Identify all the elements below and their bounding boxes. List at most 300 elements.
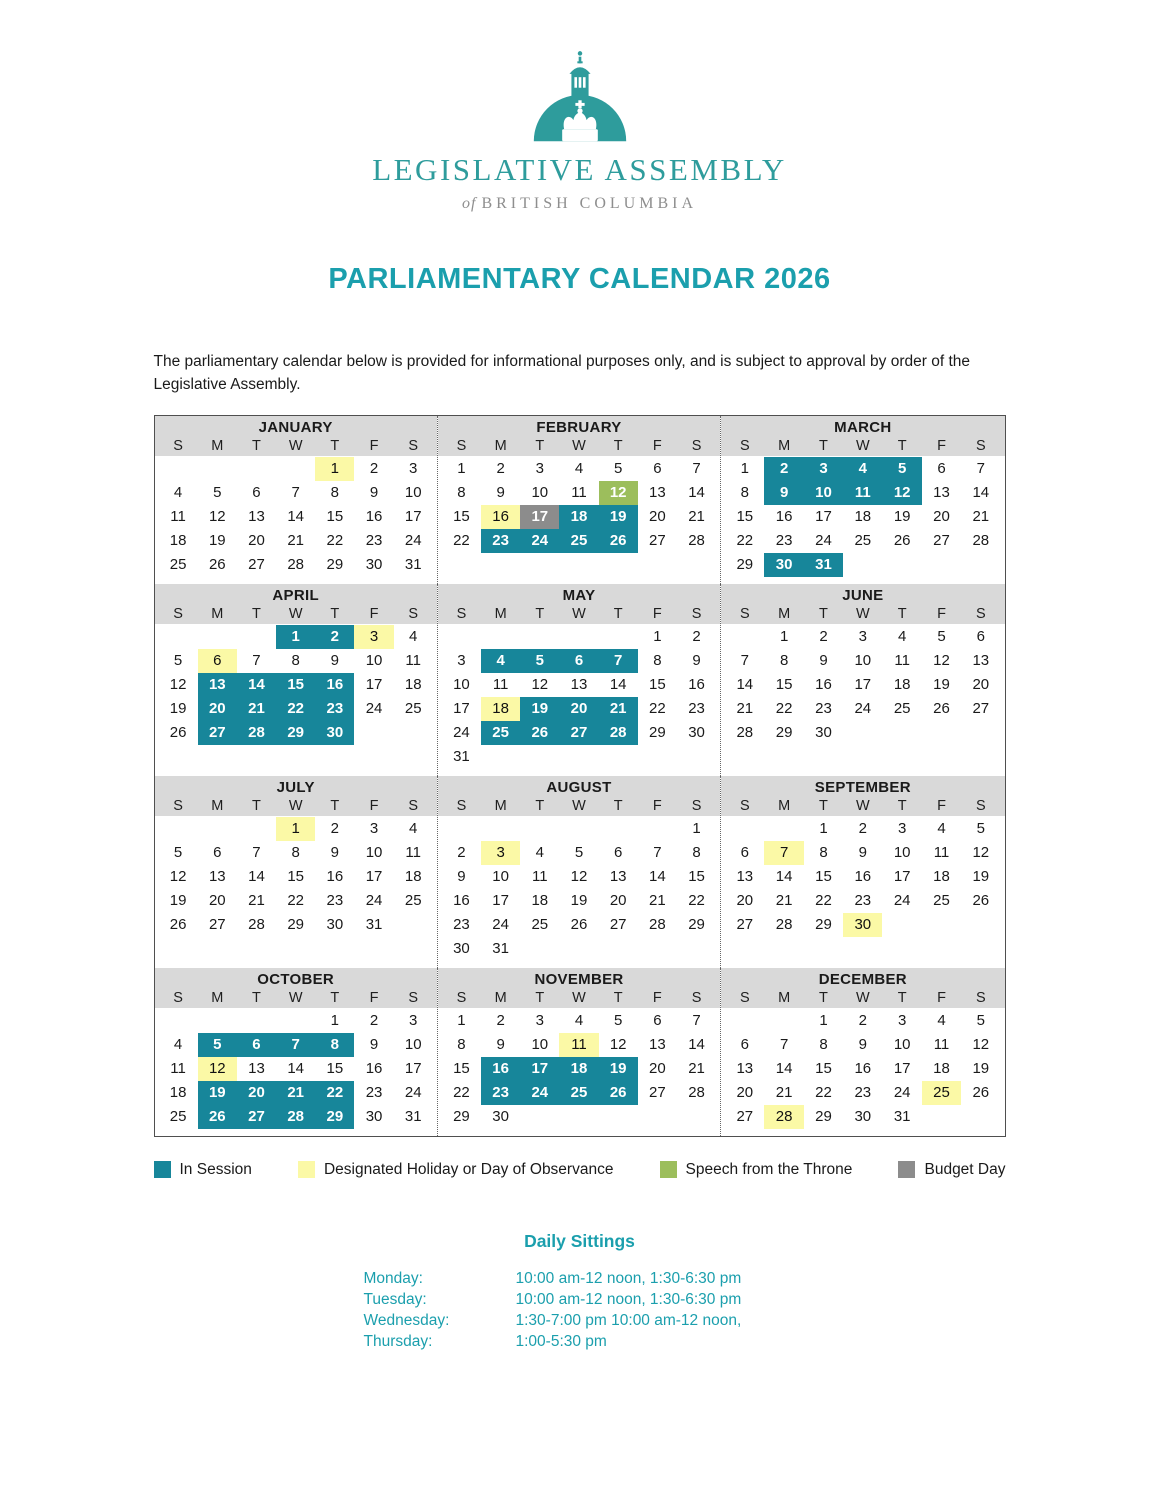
day-cell: 5 <box>173 843 183 861</box>
weekday-header: T <box>819 797 828 814</box>
day-cell: 1 <box>819 1011 828 1029</box>
day-cell: 13 <box>208 867 226 885</box>
weekday-header: S <box>975 605 986 622</box>
weekday-header: T <box>252 797 261 814</box>
day-cell: 23 <box>315 697 354 721</box>
day-cell: 11 <box>933 1035 950 1053</box>
day-cell: 22 <box>688 891 705 909</box>
weekday-header: S <box>975 989 986 1006</box>
empty-day-cell <box>481 817 520 841</box>
month-name: SEPTEMBER <box>814 778 911 796</box>
weekday-header: M <box>778 437 791 454</box>
empty-day-cell <box>677 1105 716 1129</box>
day-cell: 21 <box>688 1059 705 1077</box>
day-cell: 27 <box>198 721 237 745</box>
month-february <box>438 416 721 584</box>
day-cell: 6 <box>213 843 222 861</box>
day-cell: 9 <box>496 1035 505 1053</box>
day-cell: 2 <box>496 1011 505 1029</box>
day-cell: 22 <box>815 891 832 909</box>
day-cell: 12 <box>208 507 226 525</box>
day-cell: 20 <box>972 675 990 693</box>
day-cell: 31 <box>893 1107 911 1125</box>
day-cell: 30 <box>326 915 344 933</box>
day-cell: 21 <box>248 891 265 909</box>
day-cell: 13 <box>649 1035 666 1053</box>
day-cell: 3 <box>535 459 544 477</box>
day-cell: 16 <box>854 867 872 885</box>
day-cell: 17 <box>365 675 383 693</box>
month-header <box>438 776 720 816</box>
weekday-header: M <box>211 437 224 454</box>
day-cell: 19 <box>198 1081 237 1105</box>
empty-day-cell <box>843 721 882 745</box>
day-cell: 31 <box>404 1107 422 1125</box>
day-cell: 21 <box>775 891 793 909</box>
day-cell: 22 <box>775 699 793 717</box>
weekday-row <box>442 990 716 1006</box>
weekday-header: W <box>855 437 870 454</box>
day-cell: 27 <box>237 1105 276 1129</box>
day-cell: 18 <box>854 507 872 525</box>
day-cell: 21 <box>599 697 638 721</box>
sitting-time: 10:00 am-12 noon, 1:30-6:30 pm <box>515 1290 742 1308</box>
weekday-header: T <box>897 797 907 814</box>
day-cell: 2 <box>764 457 803 481</box>
day-cell: 10 <box>404 1035 422 1053</box>
day-cell: 10 <box>893 1035 911 1053</box>
day-cell: 2 <box>819 627 828 645</box>
weekday-header: M <box>494 797 507 814</box>
weekday-header: T <box>330 437 340 454</box>
empty-day-cell <box>638 745 677 769</box>
empty-day-cell <box>599 817 638 841</box>
day-cell: 29 <box>688 915 705 933</box>
day-cell: 21 <box>972 507 990 525</box>
day-cell: 20 <box>198 697 237 721</box>
day-cell: 28 <box>599 721 638 745</box>
day-cell: 31 <box>404 555 422 573</box>
day-cell: 19 <box>893 507 911 525</box>
day-cell: 24 <box>815 531 832 549</box>
day-cell: 6 <box>740 843 749 861</box>
day-cell: 3 <box>409 459 418 477</box>
day-cell: 13 <box>570 675 588 693</box>
day-cell: 2 <box>496 459 505 477</box>
day-cell: 31 <box>492 939 509 957</box>
day-cell: 30 <box>365 555 383 573</box>
legend-item-holiday <box>298 1161 613 1179</box>
weekday-row <box>725 606 1000 622</box>
weekday-header: S <box>456 437 467 454</box>
day-cell: 26 <box>599 529 638 553</box>
empty-day-cell <box>843 553 882 577</box>
day-cell: 9 <box>457 867 466 885</box>
day-cell: 3 <box>457 651 466 669</box>
weekday-header: T <box>613 989 623 1006</box>
day-cell: 26 <box>208 555 226 573</box>
day-cell: 19 <box>208 531 226 549</box>
empty-day-cell <box>394 721 433 745</box>
empty-day-cell <box>764 817 803 841</box>
month-april <box>155 584 438 776</box>
day-cell: 18 <box>531 891 549 909</box>
weekday-row <box>725 990 1000 1006</box>
weekday-header: S <box>456 989 467 1006</box>
day-cell: 15 <box>287 867 304 885</box>
day-cell: 23 <box>453 915 470 933</box>
day-cell: 19 <box>599 1057 638 1081</box>
day-cell: 28 <box>276 1105 315 1129</box>
day-cell: 26 <box>972 891 990 909</box>
weekday-header: F <box>652 605 662 622</box>
month-january <box>155 416 438 584</box>
legend-label: Budget Day <box>924 1160 1006 1178</box>
day-cell: 8 <box>692 843 701 861</box>
day-cell: 25 <box>559 529 598 553</box>
weekday-header: T <box>535 437 545 454</box>
day-cell: 25 <box>933 891 950 909</box>
day-cell: 27 <box>972 699 990 717</box>
empty-day-cell <box>882 553 921 577</box>
weekday-row <box>159 990 433 1006</box>
day-cell: 10 <box>854 651 872 669</box>
budget-color-chip <box>898 1161 915 1178</box>
empty-day-cell <box>725 817 764 841</box>
day-cell: 21 <box>237 697 276 721</box>
day-cell: 29 <box>815 915 832 933</box>
day-cell: 7 <box>976 459 985 477</box>
day-cell: 6 <box>653 459 662 477</box>
day-cell: 24 <box>893 891 911 909</box>
weekday-header: M <box>211 989 224 1006</box>
empty-day-cell <box>159 457 198 481</box>
day-cell: 17 <box>404 507 422 525</box>
day-cell: 10 <box>365 843 383 861</box>
weekday-header: T <box>897 437 907 454</box>
day-cell: 4 <box>409 627 418 645</box>
weekday-header: F <box>937 797 946 814</box>
day-cell: 10 <box>492 867 509 885</box>
day-cell: 28 <box>764 1105 803 1129</box>
page-title: PARLIAMENTARY CALENDAR 2026 <box>328 263 831 295</box>
day-cell: 19 <box>169 891 187 909</box>
month-days <box>438 456 720 584</box>
day-cell: 16 <box>481 1057 520 1081</box>
empty-day-cell <box>481 625 520 649</box>
day-cell: 6 <box>653 1011 662 1029</box>
day-cell: 8 <box>653 651 662 669</box>
day-cell: 4 <box>937 1011 946 1029</box>
day-cell: 23 <box>481 529 520 553</box>
day-cell: 24 <box>365 699 383 717</box>
empty-day-cell <box>599 1105 638 1129</box>
day-cell: 28 <box>248 915 265 933</box>
day-cell: 29 <box>276 721 315 745</box>
empty-day-cell <box>237 1009 276 1033</box>
day-cell: 11 <box>559 1033 598 1057</box>
weekday-header: S <box>408 797 419 814</box>
day-cell: 9 <box>369 1035 379 1053</box>
day-cell: 3 <box>897 819 907 837</box>
empty-day-cell <box>520 1105 559 1129</box>
day-cell: 11 <box>933 843 950 861</box>
weekday-header: W <box>572 797 586 814</box>
month-name: JUNE <box>842 586 884 604</box>
day-cell: 24 <box>365 891 383 909</box>
weekday-row <box>442 606 716 622</box>
day-cell: 1 <box>740 459 749 477</box>
weekday-header: S <box>691 989 702 1006</box>
month-march <box>721 416 1004 584</box>
empty-day-cell <box>638 817 677 841</box>
day-cell: 23 <box>365 531 383 549</box>
day-cell: 25 <box>169 555 187 573</box>
day-cell: 15 <box>453 1059 470 1077</box>
throne-color-chip <box>660 1161 677 1178</box>
day-cell: 2 <box>457 843 466 861</box>
empty-day-cell <box>559 937 598 961</box>
weekday-header: T <box>535 989 545 1006</box>
day-cell: 10 <box>893 843 911 861</box>
weekday-header: W <box>572 437 586 454</box>
day-cell: 3 <box>369 819 379 837</box>
weekday-header: F <box>369 605 379 622</box>
day-cell: 10 <box>804 481 843 505</box>
day-cell: 18 <box>559 505 598 529</box>
day-cell: 15 <box>649 675 666 693</box>
day-cell: 15 <box>775 675 793 693</box>
day-cell: 21 <box>649 891 666 909</box>
weekday-row <box>442 798 716 814</box>
day-cell: 6 <box>237 1033 276 1057</box>
day-cell: 24 <box>893 1083 911 1101</box>
logo-subtitle <box>154 195 1006 213</box>
day-cell: 8 <box>819 843 828 861</box>
day-cell: 20 <box>649 1059 666 1077</box>
day-cell: 20 <box>736 1083 754 1101</box>
weekday-row <box>159 606 433 622</box>
day-cell: 5 <box>198 1033 237 1057</box>
day-cell: 23 <box>688 699 705 717</box>
sitting-day: Wednesday: <box>363 1311 450 1329</box>
weekday-row <box>725 438 1000 454</box>
day-cell: 12 <box>198 1057 237 1081</box>
day-cell: 9 <box>764 481 803 505</box>
day-cell: 26 <box>198 1105 237 1129</box>
day-cell: 3 <box>897 1011 907 1029</box>
day-cell: 23 <box>854 891 872 909</box>
empty-day-cell <box>882 721 921 745</box>
day-cell: 20 <box>208 891 226 909</box>
day-cell: 9 <box>858 1035 867 1053</box>
day-cell: 26 <box>169 915 187 933</box>
empty-day-cell <box>520 937 559 961</box>
day-cell: 18 <box>933 1059 950 1077</box>
day-cell: 15 <box>815 1059 832 1077</box>
legend-item-budget <box>898 1161 1005 1179</box>
day-cell: 23 <box>854 1083 872 1101</box>
day-cell: 30 <box>453 939 470 957</box>
day-cell: 29 <box>775 723 793 741</box>
day-cell: 27 <box>208 915 226 933</box>
empty-day-cell <box>276 457 315 481</box>
empty-day-cell <box>638 937 677 961</box>
day-cell: 17 <box>404 1059 422 1077</box>
day-cell: 7 <box>291 483 300 501</box>
weekday-row <box>159 438 433 454</box>
weekday-header: M <box>778 989 791 1006</box>
day-cell: 15 <box>326 1059 344 1077</box>
day-cell: 5 <box>614 459 623 477</box>
sitting-day: Thursday: <box>363 1332 433 1350</box>
weekday-header: T <box>252 437 261 454</box>
day-cell: 27 <box>736 915 754 933</box>
weekday-header: S <box>408 437 419 454</box>
month-may <box>438 584 721 776</box>
day-cell: 18 <box>169 1083 187 1101</box>
day-cell: 25 <box>922 1081 961 1105</box>
day-cell: 9 <box>819 651 828 669</box>
day-cell: 15 <box>736 507 754 525</box>
day-cell: 8 <box>330 483 340 501</box>
day-cell: 22 <box>453 531 470 549</box>
day-cell: 20 <box>248 531 265 549</box>
logo-subtitle-of: of <box>461 195 477 212</box>
weekday-header: M <box>494 437 507 454</box>
day-cell: 22 <box>315 1081 354 1105</box>
legend-label: Speech from the Throne <box>685 1160 853 1178</box>
weekday-header: W <box>855 989 870 1006</box>
day-cell: 30 <box>843 913 882 937</box>
empty-day-cell <box>198 817 237 841</box>
day-cell: 4 <box>574 1011 584 1029</box>
day-cell: 21 <box>287 531 304 549</box>
empty-day-cell <box>159 817 198 841</box>
empty-day-cell <box>394 913 433 937</box>
day-cell: 6 <box>976 627 985 645</box>
day-cell: 18 <box>481 697 520 721</box>
month-name: OCTOBER <box>257 970 335 988</box>
month-header <box>155 776 437 816</box>
empty-day-cell <box>961 721 1000 745</box>
weekday-header: S <box>739 989 750 1006</box>
empty-day-cell <box>354 721 393 745</box>
day-cell: 20 <box>237 1081 276 1105</box>
day-cell: 20 <box>736 891 754 909</box>
calendar-grid <box>154 415 1006 1137</box>
day-cell: 26 <box>933 699 950 717</box>
day-cell: 28 <box>688 1083 705 1101</box>
weekday-header: S <box>173 605 183 622</box>
month-name: AUGUST <box>546 778 612 796</box>
weekday-header: M <box>211 797 224 814</box>
day-cell: 24 <box>453 723 470 741</box>
empty-day-cell <box>725 625 764 649</box>
empty-day-cell <box>725 1009 764 1033</box>
day-cell: 13 <box>736 867 754 885</box>
month-days <box>438 1008 720 1136</box>
day-cell: 9 <box>496 483 505 501</box>
month-header <box>721 776 1004 816</box>
day-cell: 7 <box>692 459 701 477</box>
day-cell: 20 <box>649 507 666 525</box>
weekday-header: T <box>613 797 623 814</box>
legend-label: Designated Holiday or Day of Observance <box>323 1160 614 1178</box>
day-cell: 7 <box>599 649 638 673</box>
weekday-header: T <box>535 605 545 622</box>
day-cell: 9 <box>330 843 340 861</box>
day-cell: 13 <box>972 651 990 669</box>
day-cell: 19 <box>972 1059 990 1077</box>
empty-day-cell <box>198 1009 237 1033</box>
day-cell: 13 <box>609 867 627 885</box>
day-cell: 7 <box>779 1035 789 1053</box>
weekday-header: T <box>535 797 545 814</box>
day-cell: 3 <box>804 457 843 481</box>
day-cell: 17 <box>854 675 872 693</box>
weekday-header: F <box>937 605 946 622</box>
day-cell: 1 <box>819 819 828 837</box>
weekday-header: F <box>369 989 379 1006</box>
day-cell: 30 <box>315 721 354 745</box>
weekday-header: F <box>937 989 946 1006</box>
day-cell: 30 <box>854 1107 872 1125</box>
day-cell: 21 <box>276 1081 315 1105</box>
weekday-header: W <box>855 797 870 814</box>
day-cell: 24 <box>404 1083 422 1101</box>
day-cell: 4 <box>574 459 584 477</box>
day-cell: 21 <box>688 507 705 525</box>
day-cell: 22 <box>649 699 666 717</box>
day-cell: 11 <box>405 843 421 861</box>
day-cell: 22 <box>276 697 315 721</box>
day-cell: 5 <box>976 819 985 837</box>
month-days <box>721 1008 1004 1136</box>
day-cell: 7 <box>764 841 803 865</box>
day-cell: 4 <box>535 843 544 861</box>
month-june <box>721 584 1004 776</box>
legend-item-session <box>154 1161 252 1179</box>
day-cell: 15 <box>688 867 705 885</box>
day-cell: 14 <box>237 673 276 697</box>
intro-text: The parliamentary calendar below is provided for informational purposes only, and is subject to approval by order of the Legislative Assembly. <box>153 353 970 394</box>
day-cell: 6 <box>614 843 623 861</box>
sitting-time: 1:00-5:30 pm <box>515 1332 607 1350</box>
day-cell: 4 <box>173 1035 183 1053</box>
weekday-header: F <box>369 797 379 814</box>
day-cell: 2 <box>692 627 701 645</box>
day-cell: 14 <box>287 1059 304 1077</box>
month-days <box>155 624 437 776</box>
day-cell: 26 <box>570 915 588 933</box>
day-cell: 31 <box>365 915 383 933</box>
weekday-header: S <box>975 437 986 454</box>
weekday-header: S <box>739 797 750 814</box>
month-name: MARCH <box>834 418 892 436</box>
day-cell: 28 <box>688 531 705 549</box>
day-cell: 15 <box>453 507 470 525</box>
day-cell: 19 <box>972 867 990 885</box>
day-cell: 2 <box>369 1011 379 1029</box>
weekday-row <box>159 798 433 814</box>
day-cell: 12 <box>609 1035 627 1053</box>
day-cell: 14 <box>287 507 304 525</box>
empty-day-cell <box>559 625 598 649</box>
day-cell: 16 <box>854 1059 872 1077</box>
weekday-header: W <box>288 437 303 454</box>
day-cell: 28 <box>237 721 276 745</box>
